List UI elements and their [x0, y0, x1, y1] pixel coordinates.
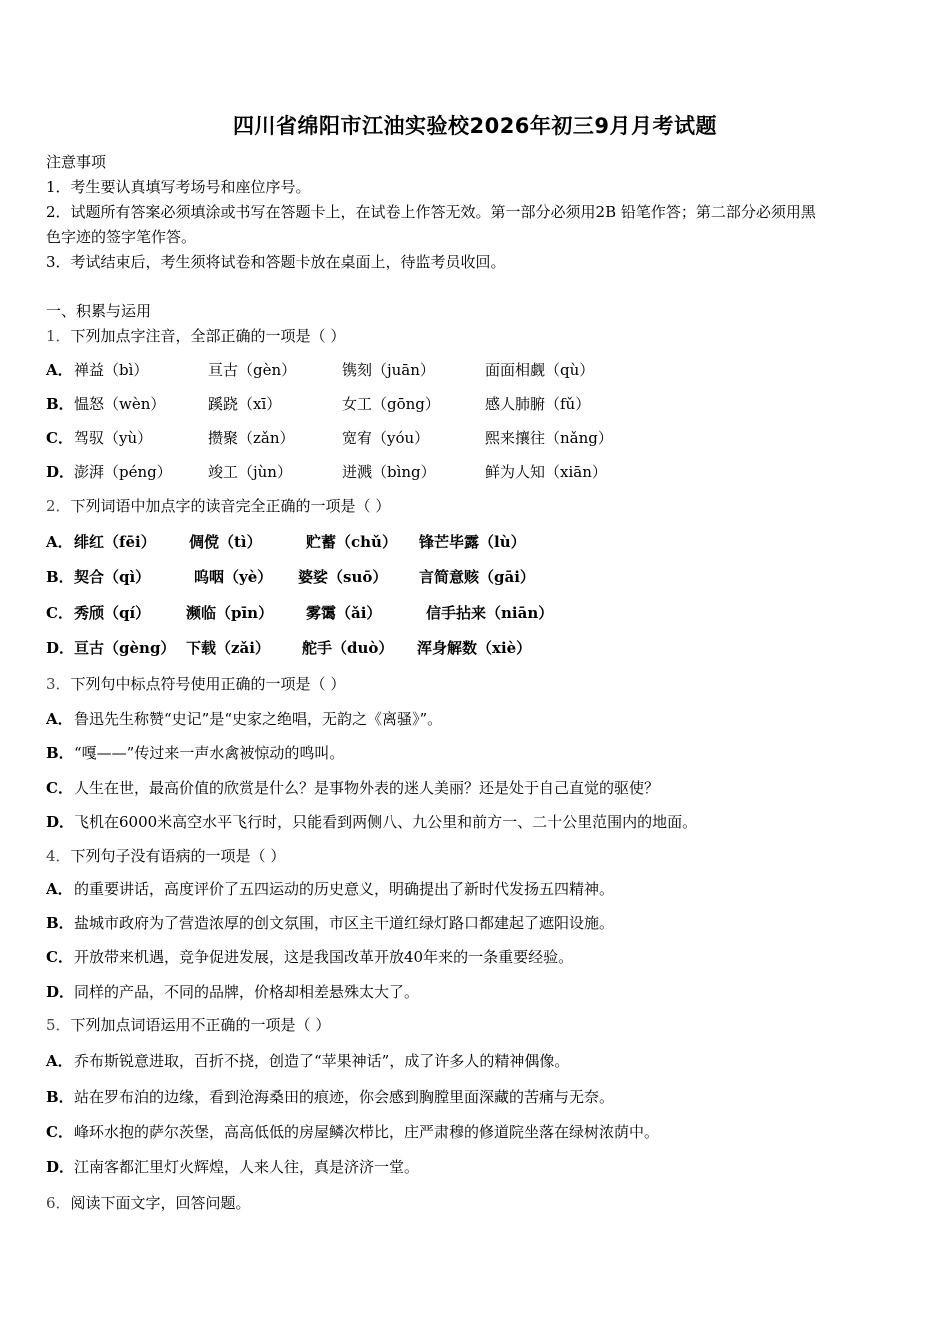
question-5-stem [46, 1015, 330, 1035]
option-choice: 澎湃（péng） [74, 463, 172, 481]
option-text: “嘎——”传过来一声水禽被惊动的鸣叫。 [74, 744, 345, 762]
option-letter: C． [46, 1123, 73, 1141]
section-heading: 一、积累与运用 [46, 302, 152, 320]
option-choice: 绯红（fēi） [74, 533, 156, 551]
option-choice: 亘古（gèn） [208, 361, 297, 379]
question-3-stem [46, 674, 345, 694]
option-choice: 竣工（jùn） [208, 463, 292, 481]
option-choice: 愠怒（wèn） [74, 395, 166, 413]
option-letter: D． [46, 639, 75, 657]
option-letter: D． [46, 1158, 75, 1176]
option-choice: 攒聚（zǎn） [208, 429, 295, 447]
question-text: 下列加点字注音，全部正确的一项是（ ） [70, 327, 346, 345]
option-letter: C． [46, 429, 73, 447]
option-text: 飞机在6000米高空水平飞行时，只能看到两侧八、九公里和前方一、二十公里范围内的地面。 [74, 813, 698, 831]
option-choice: 镌刻（juān） [342, 361, 435, 379]
option-choice: 舵手（duò） [302, 639, 394, 657]
option-text: 开放带来机遇，竞争促进发展，这是我国改革开放40年来的一条重要经验。 [74, 948, 574, 966]
question-text: 下列加点词语运用不正确的一项是（ ） [70, 1016, 331, 1034]
option-choice: 女工（gōng） [342, 395, 440, 413]
option-letter: C． [46, 779, 73, 797]
option-letter: A． [46, 361, 73, 379]
page-title: 四川省绵阳市江油实验校2026年初三9月月考试题 [232, 114, 718, 138]
option-choice: 禅益（bì） [74, 361, 149, 379]
question-6-stem [46, 1193, 251, 1213]
option-text: 人生在世，最高价值的欣赏是什么？是事物外表的迷人美丽？还是处于自己直觉的驱使？ [74, 779, 660, 797]
option-choice: 信手拈来（niān） [426, 604, 554, 622]
option-text: 同样的产品，不同的品牌，价格却相差悬殊太大了。 [74, 983, 420, 1001]
option-choice: 感人肺腑（fǔ） [485, 395, 591, 413]
notice-item: 1．考生要认真填写考场号和座位序号。 [46, 178, 311, 196]
option-choice: 面面相觑（qù） [485, 361, 595, 379]
option-choice: 贮蓄（chǔ） [306, 533, 397, 551]
option-letter: C． [46, 948, 73, 966]
option-letter: B． [46, 395, 74, 413]
option-text: 盐城市政府为了营造浓厚的创文氛围，市区主干道红绿灯路口都建起了遮阳设施。 [74, 914, 615, 932]
option-text: 鲁迅先生称赞“史记”是“史家之绝唱，无韵之《离骚》”。 [74, 710, 443, 728]
option-text: 站在罗布泊的边缘，看到沧海桑田的痕迹，你会感到胸膛里面深藏的苦痛与无奈。 [74, 1088, 615, 1106]
option-choice: 下载（zǎi） [186, 639, 270, 657]
option-choice: 宽宥（yóu） [342, 429, 430, 447]
question-number: 6． [46, 1194, 71, 1212]
option-choice: 雾霭（ǎi） [306, 604, 382, 622]
option-choice: 锋芒毕露（lù） [419, 533, 526, 551]
option-choice: 濒临（pīn） [186, 604, 274, 622]
option-text: 乔布斯锐意进取，百折不挠，创造了“苹果神话”，成了许多人的精神偶像。 [74, 1052, 570, 1070]
option-letter: A． [46, 710, 73, 728]
question-2-stem [46, 496, 390, 516]
option-letter: B． [46, 744, 74, 762]
option-choice: 熙来攘往（nǎng） [485, 429, 613, 447]
option-choice: 迸溅（bìng） [342, 463, 436, 481]
option-choice: 浑身解数（xiè） [417, 639, 532, 657]
option-letter: C． [46, 604, 73, 622]
option-choice: 言简意赅（gāi） [419, 568, 535, 586]
question-text: 阅读下面文字，回答问题。 [70, 1194, 251, 1212]
question-number: 2． [46, 497, 71, 515]
question-4-stem [46, 846, 285, 866]
question-text: 下列句中标点符号使用正确的一项是（ ） [70, 675, 346, 693]
option-choice: 亘古（gèng） [74, 639, 176, 657]
option-choice: 鲜为人知（xiān） [485, 463, 607, 481]
question-1-stem [46, 326, 345, 346]
question-number: 5． [46, 1016, 71, 1034]
question-number: 4． [46, 847, 71, 865]
option-text: 江南客都汇里灯火辉煌，人来人往，真是济济一堂。 [74, 1158, 420, 1176]
option-letter: B． [46, 1088, 74, 1106]
notice-item: 2．试题所有答案必须填涂或书写在答题卡上，在试卷上作答无效。第一部分必须用2B 铅笔作答；第二部分必须用黑 [46, 203, 816, 221]
option-letter: A． [46, 880, 73, 898]
notice-heading: 注意事项 [46, 153, 107, 171]
option-text: 的重要讲话，高度评价了五四运动的历史意义，明确提出了新时代发扬五四精神。 [74, 880, 615, 898]
option-letter: A． [46, 1052, 73, 1070]
question-number: 1． [46, 327, 71, 345]
option-letter: B． [46, 914, 74, 932]
option-choice: 契合（qì） [74, 568, 151, 586]
option-choice: 倜傥（tì） [189, 533, 262, 551]
option-letter: D． [46, 463, 75, 481]
option-letter: A． [46, 533, 73, 551]
option-choice: 驾驭（yù） [74, 429, 153, 447]
question-text: 下列句子没有语病的一项是（ ） [70, 847, 286, 865]
question-text: 下列词语中加点字的读音完全正确的一项是（ ） [70, 497, 391, 515]
option-text: 峰环水抱的萨尔茨堡，高高低低的房屋鳞次栉比，庄严肃穆的修道院坐落在绿树浓荫中。 [74, 1123, 660, 1141]
option-choice: 蹊跷（xī） [208, 395, 282, 413]
option-choice: 婆娑（suō） [298, 568, 388, 586]
option-letter: B． [46, 568, 74, 586]
question-number: 3． [46, 675, 71, 693]
notice-item: 色字迹的签字笔作答。 [46, 228, 197, 246]
option-choice: 呜咽（yè） [194, 568, 273, 586]
option-choice: 秀颀（qí） [74, 604, 151, 622]
option-letter: D． [46, 813, 75, 831]
option-letter: D． [46, 983, 75, 1001]
notice-item: 3．考试结束后，考生须将试卷和答题卡放在桌面上，待监考员收回。 [46, 253, 506, 271]
